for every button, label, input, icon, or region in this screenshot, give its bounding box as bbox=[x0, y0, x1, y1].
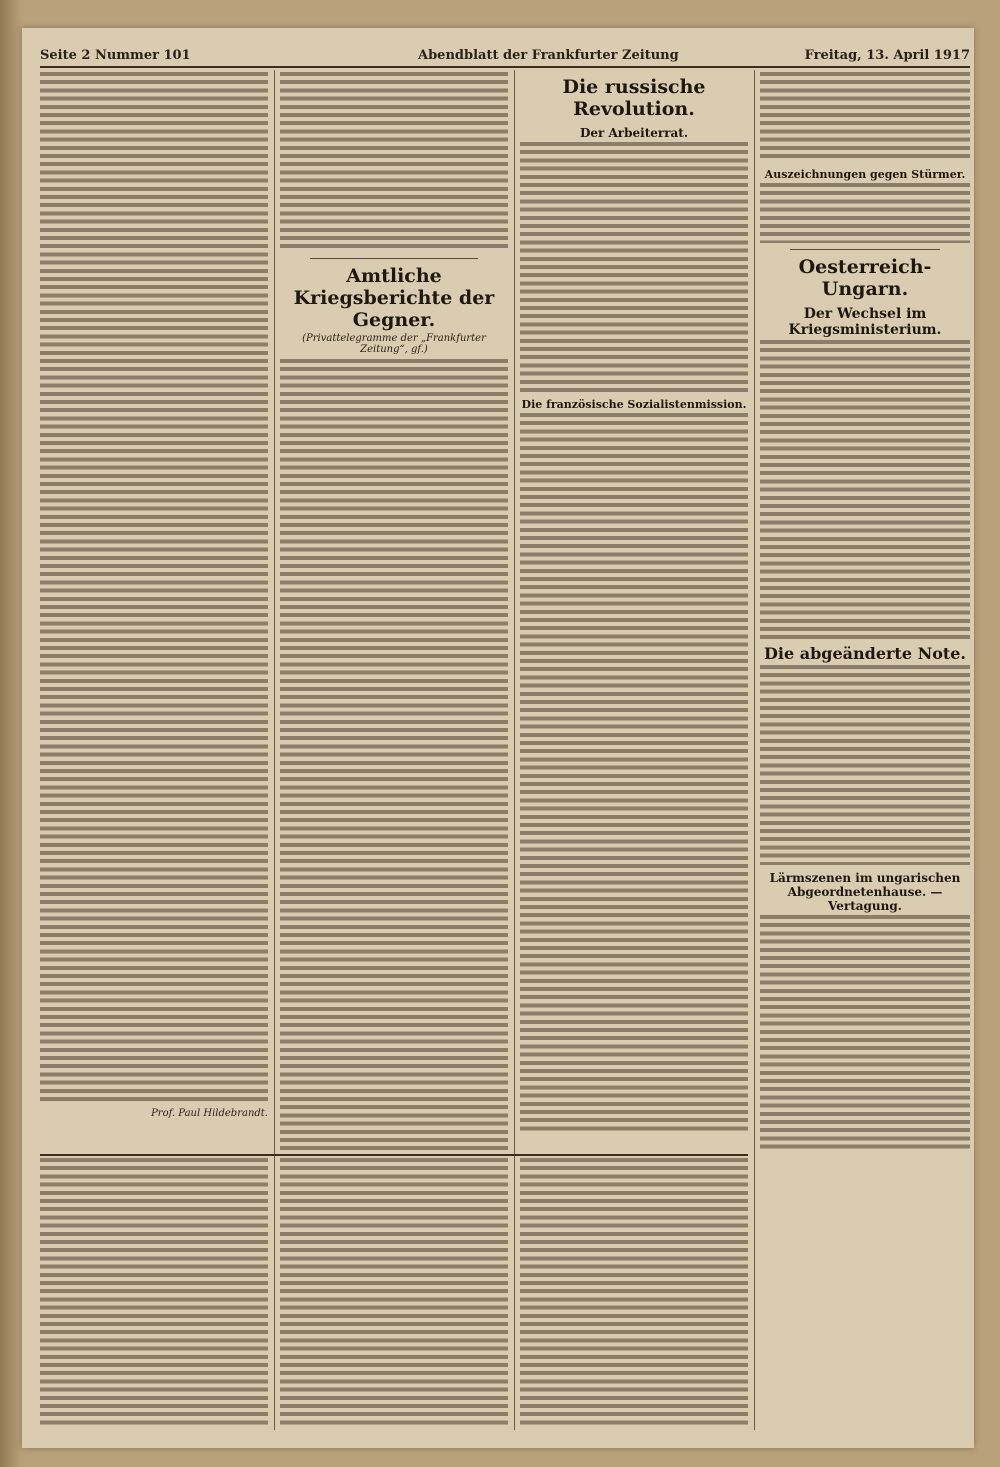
header-page-number: Seite 2 Nummer 101 bbox=[40, 48, 191, 63]
column-2-body-text-top bbox=[280, 72, 508, 252]
feuilleton-1-text bbox=[40, 1158, 268, 1428]
column-4-body-text-3 bbox=[760, 340, 970, 640]
column-1-byline: Prof. Paul Hildebrandt. bbox=[151, 1108, 268, 1119]
column-rule bbox=[274, 70, 275, 1430]
article-heading-oesterreich-ungarn: Oesterreich-Ungarn. bbox=[798, 256, 932, 300]
article-heading-laermszenen: Lärmszenen im ungarischen Abgeordnetenhause. — Vertagung. bbox=[769, 871, 961, 913]
column-4-body-text-top bbox=[760, 72, 970, 162]
section-rule bbox=[40, 1154, 748, 1156]
column-1 bbox=[40, 72, 268, 1152]
column-3-body-text bbox=[520, 413, 748, 1133]
feuilleton-column-1 bbox=[40, 1158, 268, 1428]
column-2-body-text bbox=[280, 359, 508, 1152]
header-date: Freitag, 13. April 1917 bbox=[804, 48, 970, 63]
article-subheading-kriegsministerium: Der Wechsel im Kriegsministerium. bbox=[788, 306, 942, 338]
column-2-separator bbox=[310, 258, 478, 259]
top-margin bbox=[0, 0, 1000, 28]
page-header bbox=[40, 48, 970, 68]
column-4-body-text-4 bbox=[760, 665, 970, 865]
column-4 bbox=[760, 72, 970, 1152]
column-4-separator bbox=[790, 249, 940, 250]
article-subheading-kriegsberichte: (Privattelegramme der „Frankfurter Zeitung“, gf.) bbox=[302, 333, 486, 355]
column-rule bbox=[514, 70, 515, 1430]
feuilleton-2-text bbox=[280, 1158, 508, 1428]
section-heading-stuermer: Auszeichnungen gegen Stürmer. bbox=[764, 168, 966, 181]
column-rule bbox=[754, 70, 755, 1430]
feuilleton-3-text bbox=[520, 1158, 748, 1428]
column-1-body-text bbox=[40, 72, 268, 1102]
article-heading-kriegsberichte: Amtliche Kriegsberichte der Gegner. bbox=[293, 265, 495, 331]
page-binding-edge bbox=[0, 0, 22, 1467]
feuilleton-column-3 bbox=[520, 1158, 748, 1428]
article-heading-abgeaenderte-note: Die abgeänderte Note. bbox=[764, 644, 966, 663]
column-4-body-text-2 bbox=[760, 183, 970, 243]
column-2 bbox=[280, 72, 508, 1152]
feuilleton-column-2 bbox=[280, 1158, 508, 1428]
article-subheading-arbeiterrat: Der Arbeiterrat. bbox=[579, 126, 689, 140]
column-3-body-text-top bbox=[520, 142, 748, 392]
column-4-body-text-5 bbox=[760, 915, 970, 1152]
header-paper-title: Abendblatt der Frankfurter Zeitung bbox=[418, 48, 679, 63]
article-heading-russische-revolution: Die russische Revolution. bbox=[562, 76, 706, 120]
section-heading-sozialistenmission: Die französische Sozialistenmission. bbox=[521, 398, 747, 411]
column-3 bbox=[520, 72, 748, 1152]
